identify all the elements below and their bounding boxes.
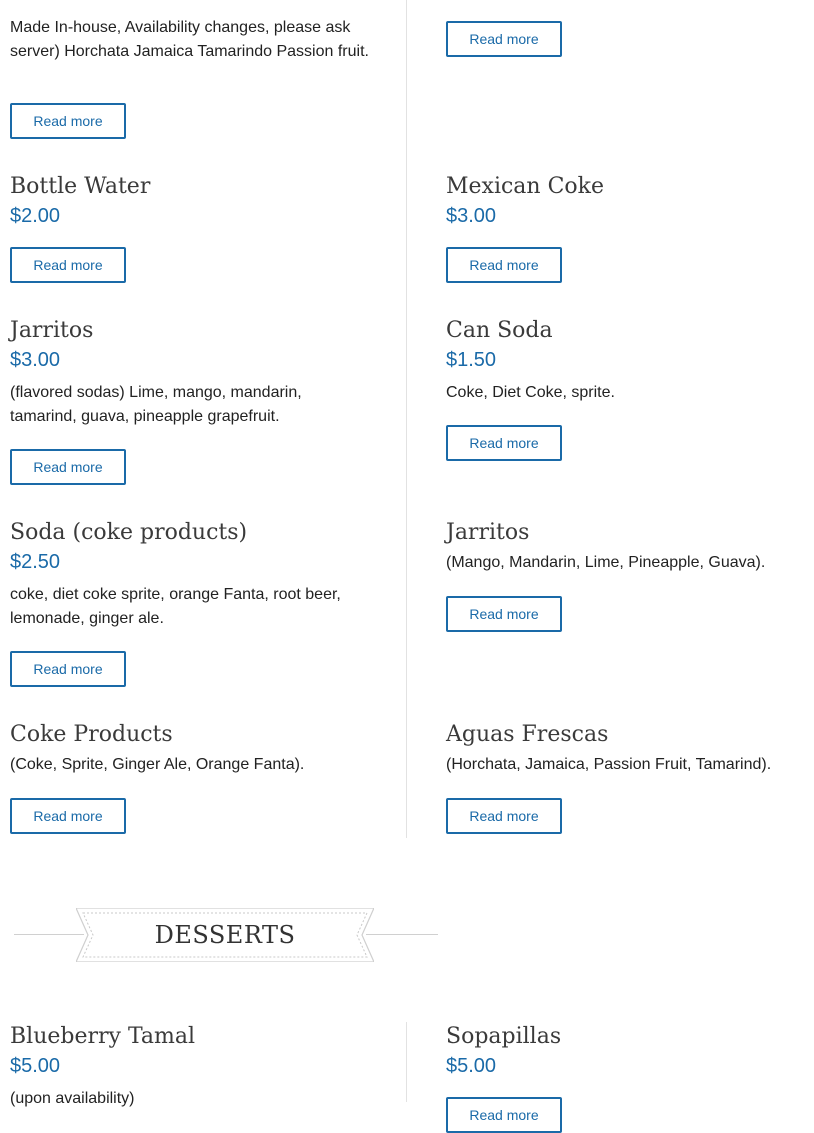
item-title: Jarritos [10, 318, 94, 343]
menu-item [10, 173, 390, 229]
item-description: (flavored sodas) Lime, mango, mandarin, tamarind, guava, pineapple grapefruit. [10, 384, 302, 425]
read-more-button[interactable]: Read more [446, 798, 562, 834]
read-more-button[interactable]: Read more [446, 425, 562, 461]
read-more-button[interactable]: Read more [446, 247, 562, 283]
item-title: Sopapillas [446, 1024, 562, 1049]
menu-item [10, 317, 390, 429]
menu-item [446, 1023, 806, 1079]
item-price: $2.00 [10, 205, 61, 227]
menu-item [10, 16, 380, 64]
item-price: $3.00 [446, 205, 497, 227]
menu-item [446, 317, 806, 405]
read-more-button[interactable]: Read more [10, 798, 126, 834]
item-title: Mexican Coke [446, 174, 605, 199]
item-description: Coke, Diet Coke, sprite. [446, 384, 615, 401]
item-title: Soda (coke products) [10, 520, 248, 545]
item-title: Can Soda [446, 318, 553, 343]
banner-line-right [366, 934, 438, 935]
read-more-button[interactable]: Read more [10, 651, 126, 687]
read-more-button[interactable]: Read more [446, 21, 562, 57]
item-title: Aguas Frescas [446, 722, 609, 747]
banner-line-left [14, 934, 84, 935]
item-price: $5.00 [10, 1055, 61, 1077]
item-description: (Horchata, Jamaica, Passion Fruit, Tamarind). [446, 756, 772, 773]
item-description: Made In-house, Availability changes, please ask server) Horchata Jamaica Tamarindo Passion fruit. [10, 19, 369, 60]
read-more-button[interactable]: Read more [10, 449, 126, 485]
item-title: Bottle Water [10, 174, 151, 199]
item-description: (upon availability) [10, 1090, 135, 1107]
item-title: Jarritos [446, 520, 530, 545]
item-price: $1.50 [446, 349, 497, 371]
read-more-button[interactable]: Read more [10, 247, 126, 283]
item-title: Coke Products [10, 722, 173, 747]
column-divider [406, 1022, 407, 1102]
item-description: coke, diet coke sprite, orange Fanta, root beer, lemonade, ginger ale. [10, 586, 341, 627]
section-banner [76, 908, 374, 962]
item-description: (Mango, Mandarin, Lime, Pineapple, Guava). [446, 554, 766, 571]
menu-item [446, 519, 806, 575]
menu-item [10, 721, 390, 777]
item-title: Blueberry Tamal [10, 1024, 196, 1049]
menu-item [446, 173, 806, 229]
menu-item [10, 519, 390, 631]
item-description: (Coke, Sprite, Ginger Ale, Orange Fanta). [10, 756, 305, 773]
menu-item [446, 721, 806, 777]
read-more-button[interactable]: Read more [446, 596, 562, 632]
item-price: $2.50 [10, 551, 61, 573]
column-divider [406, 0, 407, 838]
read-more-button[interactable]: Read more [446, 1097, 562, 1133]
menu-item [10, 1023, 390, 1111]
section-heading: DESSERTS [154, 921, 296, 949]
read-more-button[interactable]: Read more [10, 103, 126, 139]
item-price: $5.00 [446, 1055, 497, 1077]
item-price: $3.00 [10, 349, 61, 371]
